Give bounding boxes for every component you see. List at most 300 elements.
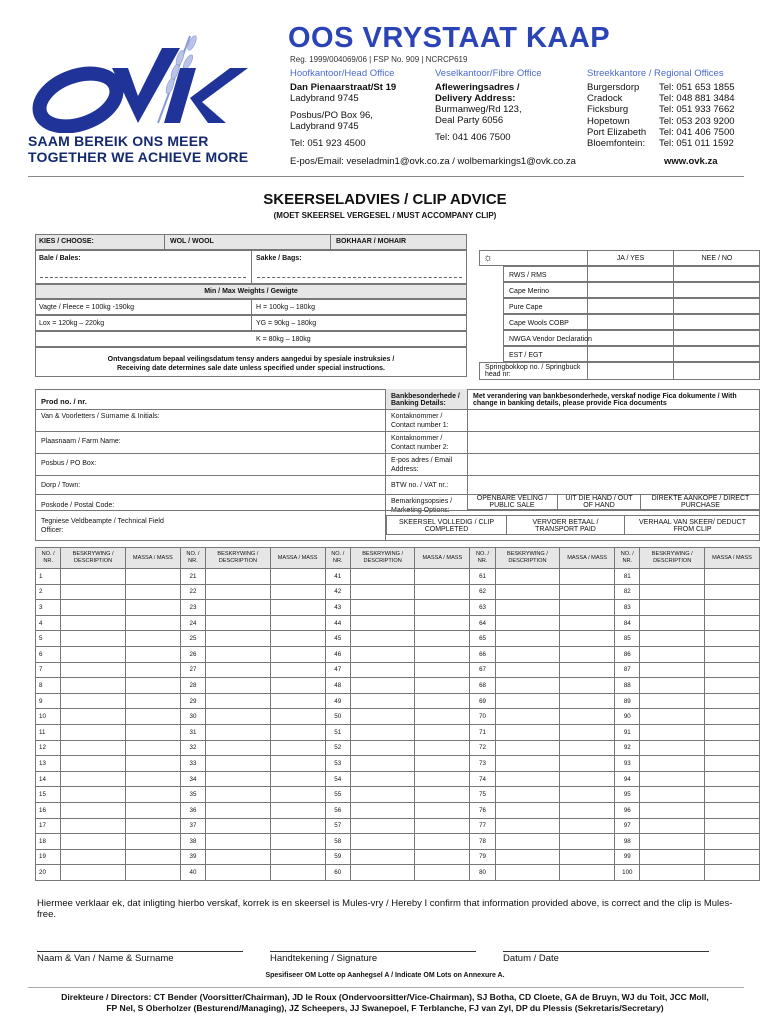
row-number: 20 <box>36 865 61 881</box>
description-cell[interactable] <box>206 740 270 756</box>
row-number: 68 <box>470 678 495 694</box>
row-number: 69 <box>470 693 495 709</box>
description-cell[interactable] <box>61 662 125 678</box>
description-cell[interactable] <box>350 678 414 694</box>
row-number: 90 <box>615 709 640 725</box>
description-cell[interactable] <box>495 865 559 881</box>
mass-cell[interactable] <box>125 849 180 865</box>
mass-cell[interactable] <box>125 600 180 616</box>
date-input[interactable] <box>503 951 709 952</box>
mass-cell[interactable] <box>125 662 180 678</box>
description-cell[interactable] <box>350 693 414 709</box>
po-box-label: Posbus / PO Box: <box>41 460 97 467</box>
description-cell[interactable] <box>495 678 559 694</box>
mass-cell[interactable] <box>415 646 470 662</box>
mass-cell[interactable] <box>704 756 759 772</box>
mass-cell[interactable] <box>415 584 470 600</box>
mass-cell[interactable] <box>560 709 615 725</box>
row-number: 34 <box>180 771 205 787</box>
bags-input[interactable] <box>257 277 462 278</box>
description-cell[interactable] <box>350 569 414 585</box>
col-mass-header: MASSA / MASS <box>415 548 470 569</box>
mass-cell[interactable] <box>560 724 615 740</box>
mass-cell[interactable] <box>125 818 180 834</box>
row-number: 38 <box>180 834 205 850</box>
description-cell[interactable] <box>350 662 414 678</box>
date-label: Datum / Date <box>503 953 559 964</box>
direct-purchase-option[interactable]: DIREKTE AANKOPE / DIRECT PURCHASE <box>651 495 750 509</box>
row-number: 91 <box>615 724 640 740</box>
directors-line-1: Direkteure / Directors: CT Bender (Voorsitter/Chairman), JD le Roux (Ondervoorsitter/Vice-Chairman), SJ Botha, CD Cloete, GA de Bruyn, WJ du Toit, JCC Moll, <box>61 992 709 1002</box>
mass-cell[interactable] <box>270 631 325 647</box>
transport-paid-option[interactable]: VERVOER BETAAL / TRANSPORT PAID <box>532 519 599 533</box>
mass-cell[interactable] <box>704 631 759 647</box>
description-cell[interactable] <box>61 834 125 850</box>
fibre-office-line4: Deal Party 6056 <box>435 115 504 126</box>
name-input[interactable] <box>37 951 243 952</box>
row-number: 72 <box>470 740 495 756</box>
mass-cell[interactable] <box>704 709 759 725</box>
description-cell[interactable] <box>640 678 704 694</box>
description-cell[interactable] <box>640 569 704 585</box>
mass-cell[interactable] <box>270 600 325 616</box>
yes-header: JA / YES <box>616 255 645 262</box>
description-cell[interactable] <box>350 818 414 834</box>
description-cell[interactable] <box>640 600 704 616</box>
description-cell[interactable] <box>350 849 414 865</box>
row-number: 29 <box>180 693 205 709</box>
mass-cell[interactable] <box>704 849 759 865</box>
postal-code-label: Poskode / Postal Code: <box>41 502 115 509</box>
mass-cell[interactable] <box>560 865 615 881</box>
col-description-header: BESKRYWING / DESCRIPTION <box>61 548 125 569</box>
description-cell[interactable] <box>640 615 704 631</box>
mass-cell[interactable] <box>125 646 180 662</box>
mass-cell[interactable] <box>125 756 180 772</box>
description-cell[interactable] <box>61 771 125 787</box>
mass-cell[interactable] <box>415 756 470 772</box>
description-cell[interactable] <box>206 787 270 803</box>
banking-details-label: Bankbesonderhede / Banking Details: <box>391 393 460 407</box>
mass-cell[interactable] <box>125 693 180 709</box>
table-row <box>36 802 760 818</box>
table-row <box>36 662 760 678</box>
row-number: 87 <box>615 662 640 678</box>
col-description-header: BESKRYWING / DESCRIPTION <box>206 548 270 569</box>
head-office-tel: Tel: 051 923 4500 <box>290 138 366 149</box>
description-cell[interactable] <box>61 849 125 865</box>
row-number: 82 <box>615 584 640 600</box>
description-cell[interactable] <box>206 693 270 709</box>
description-cell[interactable] <box>350 631 414 647</box>
mass-cell[interactable] <box>560 678 615 694</box>
wool-option[interactable]: WOL / WOOL <box>170 238 214 245</box>
lox-weight: Lox = 120kg – 220kg <box>39 320 105 327</box>
row-number: 99 <box>615 849 640 865</box>
row-number: 74 <box>470 771 495 787</box>
description-cell[interactable] <box>495 693 559 709</box>
mass-cell[interactable] <box>704 569 759 585</box>
description-cell[interactable] <box>350 646 414 662</box>
description-cell[interactable] <box>640 834 704 850</box>
description-cell[interactable] <box>640 646 704 662</box>
row-number: 17 <box>36 818 61 834</box>
mass-cell[interactable] <box>125 787 180 803</box>
mass-cell[interactable] <box>704 740 759 756</box>
description-cell[interactable] <box>495 646 559 662</box>
description-cell[interactable] <box>640 709 704 725</box>
mass-cell[interactable] <box>270 787 325 803</box>
description-cell[interactable] <box>640 724 704 740</box>
description-cell[interactable] <box>495 787 559 803</box>
description-cell[interactable] <box>495 709 559 725</box>
mass-cell[interactable] <box>704 771 759 787</box>
description-cell[interactable] <box>61 678 125 694</box>
mass-cell[interactable] <box>560 584 615 600</box>
no-header: NEE / NO <box>701 255 733 262</box>
mass-cell[interactable] <box>270 709 325 725</box>
description-cell[interactable] <box>206 865 270 881</box>
description-cell[interactable] <box>495 834 559 850</box>
description-cell[interactable] <box>206 709 270 725</box>
description-cell[interactable] <box>61 615 125 631</box>
mass-cell[interactable] <box>560 740 615 756</box>
mass-cell[interactable] <box>560 646 615 662</box>
table-row <box>36 615 760 631</box>
mass-cell[interactable] <box>704 693 759 709</box>
fibre-office-tel: Tel: 041 406 7500 <box>435 132 511 143</box>
row-number: 31 <box>180 724 205 740</box>
cert-nwga[interactable]: NWGA Vendor Declaration <box>509 336 592 343</box>
mass-cell[interactable] <box>270 834 325 850</box>
directors-footer <box>0 992 770 1014</box>
bales-input[interactable] <box>40 277 246 278</box>
description-cell[interactable] <box>350 865 414 881</box>
mass-cell[interactable] <box>270 569 325 585</box>
description-cell[interactable] <box>495 584 559 600</box>
description-cell[interactable] <box>61 631 125 647</box>
row-number: 16 <box>36 802 61 818</box>
description-cell[interactable] <box>640 756 704 772</box>
row-number: 52 <box>325 740 350 756</box>
row-number: 73 <box>470 756 495 772</box>
mass-cell[interactable] <box>704 865 759 881</box>
mass-cell[interactable] <box>270 849 325 865</box>
regional-town: Bloemfontein: <box>587 138 646 150</box>
description-cell[interactable] <box>640 787 704 803</box>
mass-cell[interactable] <box>125 740 180 756</box>
mass-cell[interactable] <box>125 569 180 585</box>
mass-cell[interactable] <box>704 678 759 694</box>
bales-label: Bale / Bales: <box>39 255 81 262</box>
description-cell[interactable] <box>206 802 270 818</box>
row-number: 47 <box>325 662 350 678</box>
mass-cell[interactable] <box>415 865 470 881</box>
mass-cell[interactable] <box>415 802 470 818</box>
table-row <box>36 834 760 850</box>
description-cell[interactable] <box>206 756 270 772</box>
mass-cell[interactable] <box>415 631 470 647</box>
mass-cell[interactable] <box>415 709 470 725</box>
mass-cell[interactable] <box>704 834 759 850</box>
town-label: Dorp / Town: <box>41 482 81 489</box>
description-cell[interactable] <box>640 584 704 600</box>
cert-cape-merino[interactable]: Cape Merino <box>509 288 550 295</box>
mass-cell[interactable] <box>270 802 325 818</box>
description-cell[interactable] <box>495 771 559 787</box>
mass-cell[interactable] <box>560 787 615 803</box>
description-cell[interactable] <box>495 600 559 616</box>
regional-tel: Tel: 048 881 3484 <box>659 93 735 105</box>
yg-weight: YG = 90kg – 180kg <box>256 320 317 327</box>
description-cell[interactable] <box>206 724 270 740</box>
mass-cell[interactable] <box>125 615 180 631</box>
row-number: 50 <box>325 709 350 725</box>
description-cell[interactable] <box>350 600 414 616</box>
mass-cell[interactable] <box>270 584 325 600</box>
mass-cell[interactable] <box>125 724 180 740</box>
mass-cell[interactable] <box>125 584 180 600</box>
description-cell[interactable] <box>350 834 414 850</box>
mohair-option[interactable]: BOKHAAR / MOHAIR <box>336 238 406 245</box>
description-cell[interactable] <box>61 865 125 881</box>
description-cell[interactable] <box>640 693 704 709</box>
mass-cell[interactable] <box>415 693 470 709</box>
prod-no-label: Prod no. / nr. <box>41 397 87 406</box>
description-cell[interactable] <box>206 662 270 678</box>
mass-cell[interactable] <box>270 615 325 631</box>
head-office <box>290 68 396 149</box>
mass-cell[interactable] <box>415 834 470 850</box>
description-cell[interactable] <box>206 615 270 631</box>
mass-cell[interactable] <box>270 678 325 694</box>
mass-cell[interactable] <box>270 693 325 709</box>
description-cell[interactable] <box>640 802 704 818</box>
description-cell[interactable] <box>206 569 270 585</box>
row-number: 56 <box>325 802 350 818</box>
mass-cell[interactable] <box>704 584 759 600</box>
row-number: 94 <box>615 771 640 787</box>
email-label: E-pos adres / Email Address: <box>391 457 453 473</box>
mass-cell[interactable] <box>560 834 615 850</box>
mass-cell[interactable] <box>560 569 615 585</box>
description-cell[interactable] <box>640 849 704 865</box>
description-cell[interactable] <box>495 740 559 756</box>
description-cell[interactable] <box>206 849 270 865</box>
regional-town: Hopetown <box>587 115 630 127</box>
mass-cell[interactable] <box>704 724 759 740</box>
description-cell[interactable] <box>495 756 559 772</box>
receiving-date-note-2: Receiving date determines sale date unless specified under special instructions. <box>116 365 386 372</box>
mass-cell[interactable] <box>270 662 325 678</box>
table-row <box>36 740 760 756</box>
mass-cell[interactable] <box>415 600 470 616</box>
description-cell[interactable] <box>350 584 414 600</box>
description-cell[interactable] <box>350 802 414 818</box>
mass-cell[interactable] <box>415 771 470 787</box>
row-number: 81 <box>615 569 640 585</box>
row-number: 24 <box>180 615 205 631</box>
cert-cobp[interactable]: Cape Wools COBP <box>509 320 569 327</box>
mass-cell[interactable] <box>704 802 759 818</box>
table-header-row <box>36 548 760 569</box>
cert-est[interactable]: EST / EGT <box>509 352 543 359</box>
mass-cell[interactable] <box>415 569 470 585</box>
k-weight: K = 80kg – 180kg <box>256 336 311 343</box>
description-cell[interactable] <box>61 646 125 662</box>
signature-label: Handtekening / Signature <box>270 953 378 964</box>
fibre-office-line1: Afleweringsadres / <box>435 82 520 93</box>
description-cell[interactable] <box>495 802 559 818</box>
mass-cell[interactable] <box>560 693 615 709</box>
description-cell[interactable] <box>495 818 559 834</box>
row-number: 55 <box>325 787 350 803</box>
description-cell[interactable] <box>495 615 559 631</box>
description-cell[interactable] <box>206 631 270 647</box>
table-row <box>36 569 760 585</box>
mass-cell[interactable] <box>560 818 615 834</box>
signature-input[interactable] <box>270 951 476 952</box>
mass-cell[interactable] <box>415 615 470 631</box>
row-number: 43 <box>325 600 350 616</box>
description-cell[interactable] <box>495 631 559 647</box>
springbuck-head: Springbokkop no. / Springbuck head nr: <box>485 364 581 378</box>
mass-cell[interactable] <box>270 865 325 881</box>
h-weight: H = 100kg – 180kg <box>256 304 315 311</box>
mass-cell[interactable] <box>560 631 615 647</box>
description-cell[interactable] <box>350 787 414 803</box>
cert-rws[interactable]: RWS / RMS <box>509 272 547 279</box>
mass-cell[interactable] <box>125 631 180 647</box>
description-cell[interactable] <box>350 740 414 756</box>
description-cell[interactable] <box>206 600 270 616</box>
mass-cell[interactable] <box>560 802 615 818</box>
description-cell[interactable] <box>206 771 270 787</box>
mass-cell[interactable] <box>560 849 615 865</box>
mass-cell[interactable] <box>270 740 325 756</box>
description-cell[interactable] <box>640 865 704 881</box>
description-cell[interactable] <box>206 818 270 834</box>
description-cell[interactable] <box>61 724 125 740</box>
description-cell[interactable] <box>206 834 270 850</box>
row-number: 57 <box>325 818 350 834</box>
description-cell[interactable] <box>61 600 125 616</box>
description-cell[interactable] <box>640 771 704 787</box>
vat-label: BTW no. / VAT nr.: <box>391 482 449 489</box>
row-number: 53 <box>325 756 350 772</box>
mass-cell[interactable] <box>415 818 470 834</box>
description-cell[interactable] <box>640 818 704 834</box>
description-cell[interactable] <box>350 724 414 740</box>
description-cell[interactable] <box>640 740 704 756</box>
description-cell[interactable] <box>350 756 414 772</box>
description-cell[interactable] <box>640 631 704 647</box>
mass-cell[interactable] <box>704 662 759 678</box>
mass-cell[interactable] <box>270 646 325 662</box>
public-sale-option[interactable]: OPENBARE VELING / PUBLIC SALE <box>476 495 548 509</box>
description-cell[interactable] <box>61 756 125 772</box>
mass-cell[interactable] <box>415 678 470 694</box>
mass-cell[interactable] <box>704 646 759 662</box>
mass-cell[interactable] <box>270 756 325 772</box>
deduct-from-clip-option[interactable]: VERHAAL VAN SKEER/ DEDUCT FROM CLIP <box>639 519 746 533</box>
mass-cell[interactable] <box>125 678 180 694</box>
cert-pure-cape[interactable]: Pure Cape <box>509 304 543 311</box>
col-mass-header: MASSA / MASS <box>704 548 759 569</box>
description-cell[interactable] <box>61 740 125 756</box>
mass-cell[interactable] <box>560 615 615 631</box>
description-cell[interactable] <box>61 802 125 818</box>
description-cell[interactable] <box>61 584 125 600</box>
row-number: 98 <box>615 834 640 850</box>
description-cell[interactable] <box>350 709 414 725</box>
mass-cell[interactable] <box>704 818 759 834</box>
mass-cell[interactable] <box>125 865 180 881</box>
mass-cell[interactable] <box>125 802 180 818</box>
head-office-line3: Posbus/PO Box 96, <box>290 110 373 121</box>
ovk-logo <box>30 28 260 133</box>
mass-cell[interactable] <box>560 662 615 678</box>
table-row <box>36 631 760 647</box>
description-cell[interactable] <box>495 724 559 740</box>
description-cell[interactable] <box>61 569 125 585</box>
description-cell[interactable] <box>206 678 270 694</box>
mass-cell[interactable] <box>270 818 325 834</box>
out-of-hand-option[interactable]: UIT DIE HAND / OUT OF HAND <box>565 495 633 509</box>
description-cell[interactable] <box>495 569 559 585</box>
col-no-header: NO. / NR. <box>36 548 61 569</box>
description-cell[interactable] <box>61 709 125 725</box>
table-row <box>36 818 760 834</box>
description-cell[interactable] <box>206 584 270 600</box>
mass-cell[interactable] <box>125 834 180 850</box>
description-cell[interactable] <box>61 787 125 803</box>
description-cell[interactable] <box>640 662 704 678</box>
row-number: 88 <box>615 678 640 694</box>
mass-cell[interactable] <box>415 787 470 803</box>
mass-cell[interactable] <box>125 709 180 725</box>
regional-town: Cradock <box>587 93 623 105</box>
mass-cell[interactable] <box>415 724 470 740</box>
mass-cell[interactable] <box>125 771 180 787</box>
description-cell[interactable] <box>350 615 414 631</box>
annexure-note: Spesifiseer OM Lotte op Aanhegsel A / Indicate OM Lots on Annexure A. <box>265 972 505 979</box>
row-number: 8 <box>36 678 61 694</box>
mass-cell[interactable] <box>415 740 470 756</box>
row-number: 2 <box>36 584 61 600</box>
clip-completed-option[interactable]: SKEERSEL VOLLEDIG / CLIP COMPLETED <box>398 519 495 533</box>
row-number: 37 <box>180 818 205 834</box>
mass-cell[interactable] <box>560 756 615 772</box>
mass-cell[interactable] <box>704 615 759 631</box>
description-cell[interactable] <box>61 818 125 834</box>
col-description-header: BESKRYWING / DESCRIPTION <box>640 548 704 569</box>
mass-cell[interactable] <box>704 600 759 616</box>
mass-cell[interactable] <box>704 787 759 803</box>
description-cell[interactable] <box>495 662 559 678</box>
mass-cell[interactable] <box>560 600 615 616</box>
description-cell[interactable] <box>350 771 414 787</box>
description-cell[interactable] <box>206 646 270 662</box>
mass-cell[interactable] <box>415 662 470 678</box>
description-cell[interactable] <box>495 849 559 865</box>
mass-cell[interactable] <box>270 724 325 740</box>
mass-cell[interactable] <box>270 771 325 787</box>
mass-cell[interactable] <box>415 849 470 865</box>
receiving-date-note <box>35 353 467 375</box>
mass-cell[interactable] <box>560 771 615 787</box>
description-cell[interactable] <box>61 693 125 709</box>
